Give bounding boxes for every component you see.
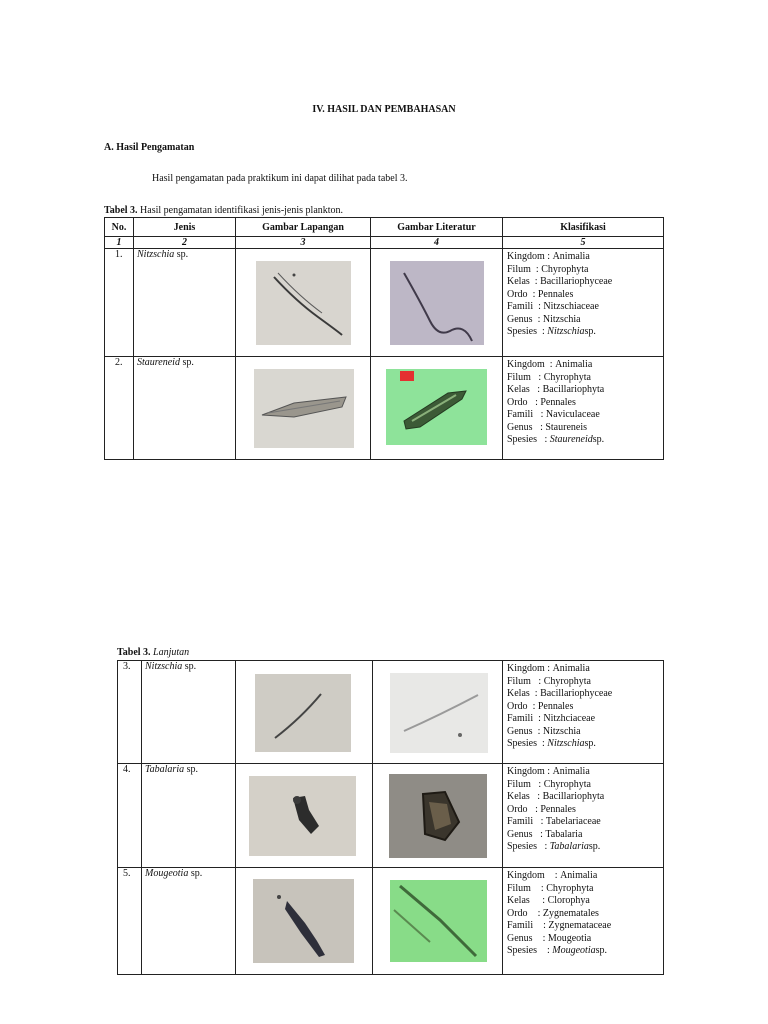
plankton-table-continued xyxy=(117,660,664,975)
field-photo-cell xyxy=(236,357,371,460)
intro-paragraph: Hasil pengamatan pada praktikum ini dapat dilihat pada tabel 3. xyxy=(152,173,408,184)
classification-row xyxy=(507,326,663,339)
classification-separator: : xyxy=(532,313,543,325)
classification-value: Zygnemataceae xyxy=(548,920,612,931)
classification-key: Genus xyxy=(507,421,533,433)
classification-key: Filum xyxy=(507,882,531,894)
table-caption xyxy=(104,205,343,216)
classification-separator: : xyxy=(537,434,550,445)
classification-key: Kingdom xyxy=(507,663,545,674)
classification-row xyxy=(507,841,663,854)
classification-value: Chyrophyta xyxy=(543,675,591,687)
classification-row xyxy=(507,895,663,908)
chapter-heading: IV. HASIL DAN PEMBAHASAN xyxy=(312,104,456,115)
classification-separator: : xyxy=(533,713,544,724)
classification-key: Famili xyxy=(507,713,534,724)
table-continued-caption xyxy=(117,647,189,658)
classification-value: Chyrophyta xyxy=(543,371,591,383)
classification-value: Bacillariophyta xyxy=(542,384,605,395)
classification-value: Chyrophyta xyxy=(546,882,594,894)
classification-value: Pennales xyxy=(540,803,576,815)
classification-row xyxy=(507,251,663,264)
column-number: 5 xyxy=(503,237,664,249)
classification-separator: : xyxy=(544,663,553,674)
classification-row xyxy=(507,883,663,896)
classification-separator: : xyxy=(537,841,550,852)
classification-separator: : xyxy=(529,791,543,802)
table-row xyxy=(118,764,664,868)
classification-key: Kelas xyxy=(507,688,530,699)
species-name: Nitzschia sp. xyxy=(142,661,236,764)
classification-value: Nitzschia xyxy=(542,313,581,325)
classification-row xyxy=(507,779,663,792)
classification-row xyxy=(507,397,663,410)
classification-row xyxy=(507,676,663,689)
literature-photo-mougeotia xyxy=(390,880,487,962)
classification-separator: : xyxy=(527,803,541,815)
classification-suffix: sp. xyxy=(595,945,608,956)
literature-photo-cell xyxy=(371,249,503,357)
table-row xyxy=(118,868,664,975)
classification-key: Kingdom xyxy=(507,870,545,881)
classification-key: Famili xyxy=(507,301,534,312)
classification-separator: : xyxy=(532,421,546,433)
literature-photo-cell xyxy=(373,661,503,764)
field-photo-cell xyxy=(236,764,373,868)
field-photo-cell xyxy=(236,661,373,764)
classification-row xyxy=(507,726,663,739)
classification-value: Pennales xyxy=(537,288,574,300)
species-name: Mougeotia sp. xyxy=(142,868,236,975)
classification-value: Animalia xyxy=(560,870,598,881)
classification-value: Animalia xyxy=(555,359,593,370)
literature-photo-nitzschia xyxy=(390,261,484,345)
classification-separator: : xyxy=(529,895,548,906)
classification-row xyxy=(507,829,663,842)
row-number: 1. xyxy=(105,249,134,357)
classification-key: Ordo xyxy=(507,396,528,408)
classification-key: Filum xyxy=(507,371,531,383)
classification-separator: : xyxy=(537,738,548,749)
classification-separator: : xyxy=(544,251,553,262)
field-photo-cell xyxy=(236,868,373,975)
classification-row xyxy=(507,908,663,921)
table-row xyxy=(118,661,664,764)
classification-separator: : xyxy=(537,945,553,956)
classification-key: Kingdom xyxy=(507,766,545,777)
classification-row xyxy=(507,920,663,933)
classification-row xyxy=(507,804,663,817)
classification-value: Zygnematales xyxy=(542,907,599,919)
classification-separator: : xyxy=(532,725,543,737)
classification-value: Bacillariophyceae xyxy=(540,276,613,287)
classification-row xyxy=(507,701,663,714)
classification-value: Naviculaceae xyxy=(545,409,600,420)
classification-cell xyxy=(503,357,664,460)
classification-separator: : xyxy=(533,409,546,420)
row-number: 4. xyxy=(118,764,142,868)
classification-separator: : xyxy=(529,276,541,287)
classification-key: Famili xyxy=(507,920,534,931)
classification-key: Ordo xyxy=(507,803,528,815)
classification-key: Famili xyxy=(507,409,534,420)
classification-value: Chyrophyta xyxy=(543,778,591,790)
classification-separator: : xyxy=(530,882,547,894)
classification-row xyxy=(507,945,663,958)
classification-separator: : xyxy=(533,301,544,312)
classification-separator: : xyxy=(532,828,546,840)
header-jenis: Jenis xyxy=(134,218,236,237)
classification-value: Bacillariophyta xyxy=(542,791,605,802)
classification-separator: : xyxy=(544,870,561,881)
column-number: 1 xyxy=(105,237,134,249)
classification-key: Spesies xyxy=(507,326,537,337)
classification-cell xyxy=(503,249,664,357)
classification-value: Nitzschia xyxy=(542,725,581,737)
field-photo-nitzschia xyxy=(256,261,351,345)
classification-row xyxy=(507,289,663,302)
classification-key: Genus xyxy=(507,932,533,944)
classification-separator: : xyxy=(533,920,549,931)
classification-key: Genus xyxy=(507,828,533,840)
classification-row xyxy=(507,688,663,701)
classification-value: Animalia xyxy=(552,766,590,777)
classification-value: Mougeotia xyxy=(547,932,592,944)
classification-value: Nitzhciaceae xyxy=(543,713,596,724)
classification-separator: : xyxy=(527,700,538,712)
classification-key: Genus xyxy=(507,725,533,737)
classification-cell xyxy=(503,764,664,868)
classification-row xyxy=(507,738,663,751)
header-no: No. xyxy=(105,218,134,237)
header-klasifikasi: Klasifikasi xyxy=(503,218,664,237)
classification-value: Pennales xyxy=(540,396,576,408)
classification-key: Spesies xyxy=(507,945,537,956)
classification-key: Genus xyxy=(507,313,533,325)
species-name: Tabalaria sp. xyxy=(142,764,236,868)
classification-row xyxy=(507,422,663,435)
species-name: Nitzschia sp. xyxy=(134,249,236,357)
classification-value: Nitzschia xyxy=(547,326,585,337)
classification-separator: : xyxy=(532,932,548,944)
table-row xyxy=(105,357,664,460)
classification-row xyxy=(507,264,663,277)
classification-suffix: sp. xyxy=(584,738,596,749)
classification-row xyxy=(507,766,663,779)
classification-row xyxy=(507,791,663,804)
literature-photo-staureneid xyxy=(386,369,487,445)
classification-key: Ordo xyxy=(507,700,528,712)
classification-separator: : xyxy=(529,688,541,699)
classification-key: Filum xyxy=(507,263,531,275)
classification-value: Chyrophyta xyxy=(541,263,589,275)
classification-value: Animalia xyxy=(552,251,590,262)
section-heading: A. Hasil Pengamatan xyxy=(104,142,195,153)
classification-key: Kelas xyxy=(507,895,530,906)
classification-key: Filum xyxy=(507,778,531,790)
classification-key: Ordo xyxy=(507,288,528,300)
classification-row xyxy=(507,713,663,726)
classification-separator: : xyxy=(533,816,546,827)
classification-value: Pennales xyxy=(537,700,574,712)
classification-value: Nitzschiaceae xyxy=(543,301,599,312)
row-number: 5. xyxy=(118,868,142,975)
classification-key: Kelas xyxy=(507,384,530,395)
classification-value: Nitzschia xyxy=(547,738,585,749)
literature-photo-cell xyxy=(373,868,503,975)
classification-row xyxy=(507,301,663,314)
classification-separator: : xyxy=(527,907,543,919)
classification-cell xyxy=(503,868,664,975)
classification-separator: : xyxy=(527,288,538,300)
classification-row xyxy=(507,870,663,883)
column-number: 3 xyxy=(236,237,371,249)
column-number: 4 xyxy=(371,237,503,249)
classification-key: Kelas xyxy=(507,276,530,287)
field-photo-cell xyxy=(236,249,371,357)
classification-key: Ordo xyxy=(507,907,528,919)
classification-key: Kingdom xyxy=(507,251,545,262)
row-number: 2. xyxy=(105,357,134,460)
classification-row xyxy=(507,816,663,829)
classification-key: Filum xyxy=(507,675,531,687)
row-number: 3. xyxy=(118,661,142,764)
classification-value: Staureneis xyxy=(545,421,587,433)
classification-row xyxy=(507,933,663,946)
literature-photo-cell xyxy=(373,764,503,868)
classification-value: Tabelariaceae xyxy=(545,816,601,827)
classification-key: Spesies xyxy=(507,841,537,852)
classification-row xyxy=(507,434,663,447)
table-row xyxy=(105,249,664,357)
table-caption-label: Tabel 3. xyxy=(104,205,138,216)
classification-key: Kelas xyxy=(507,791,530,802)
literature-photo-cell xyxy=(371,357,503,460)
classification-separator: : xyxy=(530,371,544,383)
classification-value: Staureneid xyxy=(549,434,593,445)
classification-separator: : xyxy=(537,326,548,337)
classification-value: Bacillariophyceae xyxy=(540,688,613,699)
classification-suffix: sp. xyxy=(584,326,596,337)
field-photo-staureneid xyxy=(254,369,354,448)
classification-key: Spesies xyxy=(507,434,537,445)
classification-key: Famili xyxy=(507,816,534,827)
field-photo-tabalaria xyxy=(249,776,356,856)
classification-separator: : xyxy=(530,263,542,275)
header-gambar-lapangan: Gambar Lapangan xyxy=(236,218,371,237)
column-number: 2 xyxy=(134,237,236,249)
classification-suffix: sp. xyxy=(592,434,605,445)
classification-separator: : xyxy=(530,778,544,790)
classification-row xyxy=(507,409,663,422)
classification-separator: : xyxy=(527,396,541,408)
classification-separator: : xyxy=(530,675,544,687)
literature-photo-tabalaria xyxy=(389,774,487,858)
table-caption-text: Hasil pengamatan identifikasi jenis-jenis plankton. xyxy=(137,205,344,216)
field-photo-nitzschia-2 xyxy=(255,674,351,752)
classification-value: Animalia xyxy=(552,663,590,674)
classification-separator: : xyxy=(544,359,556,370)
header-gambar-literatur: Gambar Literatur xyxy=(371,218,503,237)
classification-row xyxy=(507,372,663,385)
classification-separator: : xyxy=(544,766,553,777)
field-photo-mougeotia xyxy=(253,879,354,963)
table-caption-label: Tabel 3. xyxy=(117,647,151,658)
classification-key: Kingdom xyxy=(507,359,545,370)
classification-row xyxy=(507,276,663,289)
classification-separator: : xyxy=(529,384,543,395)
classification-value: Mougeotia xyxy=(552,945,596,956)
table-caption-text: Lanjutan xyxy=(150,647,190,658)
classification-suffix: sp. xyxy=(588,841,601,852)
classification-value: Tabalaria xyxy=(549,841,589,852)
classification-key: Spesies xyxy=(507,738,537,749)
classification-row xyxy=(507,314,663,327)
plankton-table xyxy=(104,217,664,460)
classification-row xyxy=(507,359,663,372)
classification-cell xyxy=(503,661,664,764)
classification-row xyxy=(507,384,663,397)
literature-photo-nitzschia-2 xyxy=(390,673,488,753)
classification-value: Clorophya xyxy=(547,895,590,906)
classification-value: Tabalaria xyxy=(545,828,583,840)
classification-row xyxy=(507,663,663,676)
species-name: Staureneid sp. xyxy=(134,357,236,460)
